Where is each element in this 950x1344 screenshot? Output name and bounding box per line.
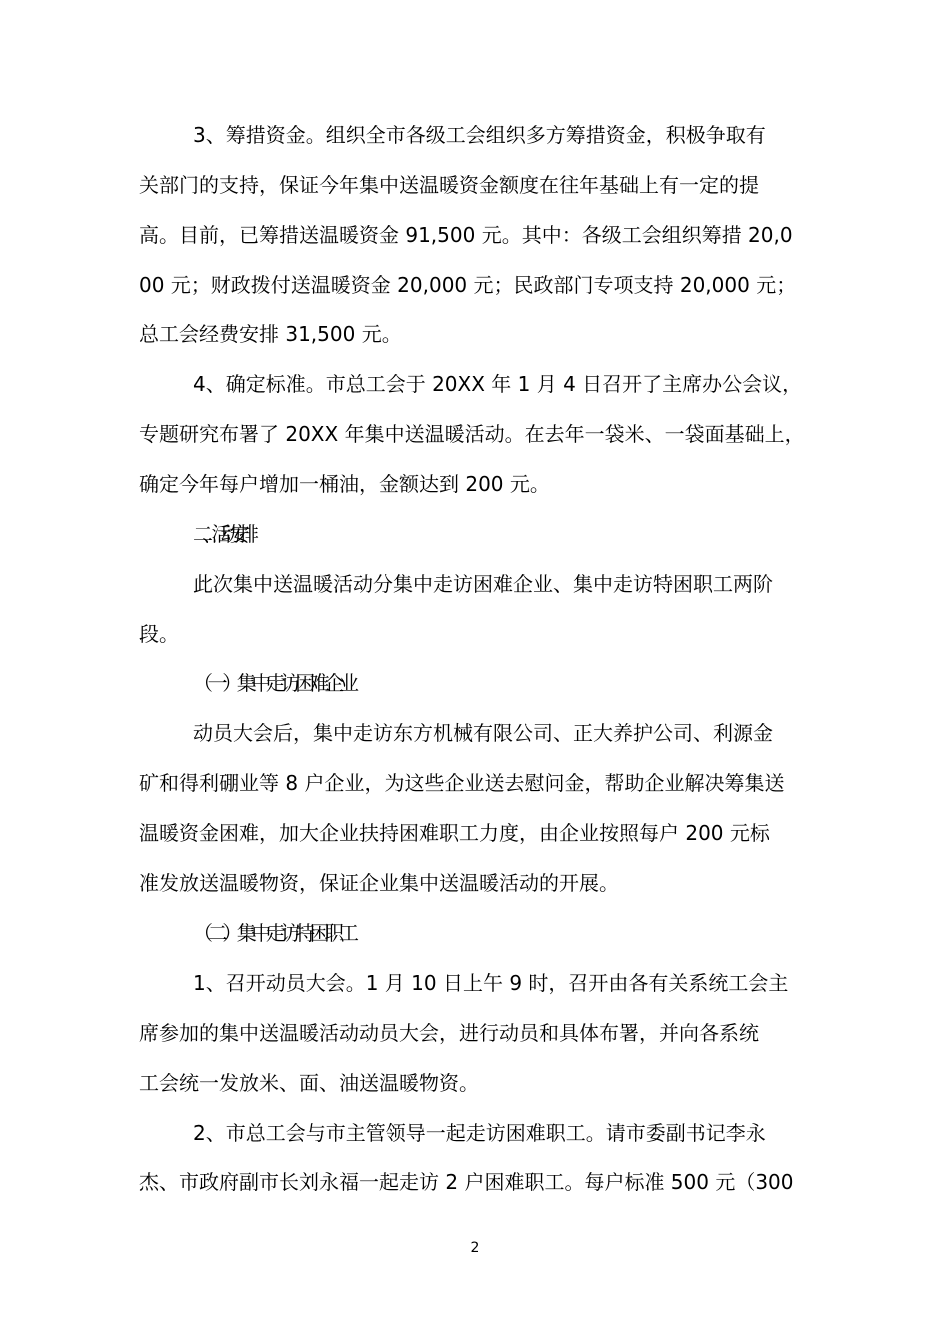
- text-line: 温暖资金困难，加大企业扶持困难职工力度，由企业按照每户 200 元标: [139, 821, 770, 845]
- text-line: 确定今年每户增加一桶油，金额达到 200 元。: [139, 472, 550, 496]
- text-line: 00 元；财政拨付送温暖资金 20,000 元；民政部门专项支持 20,000 元；: [139, 273, 797, 297]
- text-line: 动员大会后，集中走访东方机械有限公司、正大养护公司、利源金: [193, 721, 773, 745]
- text-line: 此次集中送温暖活动分集中走访困难企业、集中走访特困职工两阶: [193, 572, 773, 596]
- page-number: 2: [470, 1240, 480, 1256]
- subsection-heading: （二）集中走访特困职工: [193, 921, 354, 945]
- text-line: 2、市总工会与市主管领导一起走访困难职工。请市委副书记李永: [193, 1121, 766, 1145]
- text-line: 段。: [139, 622, 179, 646]
- text-line: 总工会经费安排 31,500 元。: [139, 322, 402, 346]
- text-line: 矿和得利硼业等 8 户企业，为这些企业送去慰问金，帮助企业解决筹集送: [139, 771, 785, 795]
- text-line: 专题研究布署了 20XX 年集中送温暖活动。在去年一袋米、一袋面基础上，: [139, 422, 805, 446]
- text-line: 准发放送温暖物资，保证企业集中送温暖活动的开展。: [139, 871, 619, 895]
- text-line: 高。目前，已筹措送温暖资金 91,500 元。其中：各级工会组织筹措 20,0: [139, 223, 793, 247]
- text-line: 杰、市政府副市长刘永福一起走访 2 户困难职工。每户标准 500 元（300: [139, 1170, 794, 1194]
- text-line: 席参加的集中送温暖活动动员大会，进行动员和具体布署，并向各系统: [139, 1021, 759, 1045]
- text-line: 工会统一发放米、面、油送温暖物资。: [139, 1071, 479, 1095]
- section-heading: 二、活动安排: [193, 522, 249, 546]
- text-line: 3、筹措资金。组织全市各级工会组织多方筹措资金，积极争取有: [193, 123, 766, 147]
- text-line: 1、召开动员大会。1 月 10 日上午 9 时，召开由各有关系统工会主: [193, 971, 789, 995]
- text-line: 4、确定标准。市总工会于 20XX 年 1 月 4 日召开了主席办公会议，: [193, 372, 803, 396]
- subsection-heading: （一）集中走访困难企业: [193, 671, 354, 695]
- text-line: 关部门的支持，保证今年集中送温暖资金额度在往年基础上有一定的提: [139, 173, 759, 197]
